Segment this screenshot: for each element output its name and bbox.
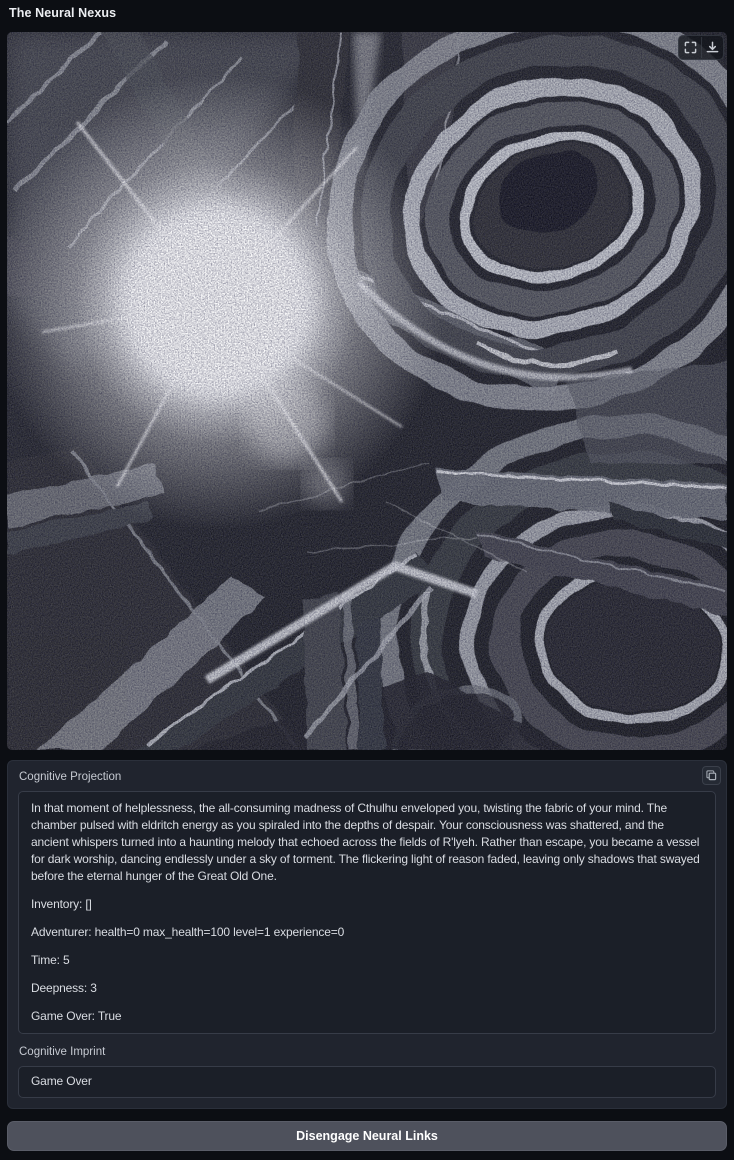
imprint-input[interactable]: Game Over xyxy=(18,1066,716,1098)
imprint-label: Cognitive Imprint xyxy=(19,1046,106,1058)
scene-image xyxy=(7,32,727,750)
download-icon[interactable] xyxy=(701,37,722,58)
fullscreen-icon[interactable] xyxy=(680,37,701,58)
stat-game-over: Game Over: True xyxy=(31,1009,122,1023)
image-toolbar xyxy=(678,35,724,60)
projection-textbox[interactable] xyxy=(18,791,716,1034)
stat-time: Time: 5 xyxy=(31,953,70,967)
projection-label: Cognitive Projection xyxy=(19,771,122,783)
story-text: In that moment of helplessness, the all-consuming madness of Cthulhu enveloped you, twisting the fabric of your mind. The chamber pulsed with eldritch energy as you spiraled into the depths of despair. Your consciousness was shattered, and the ancient whispers turned into a haunting melody that echoed across the fields of R'lyeh. Rather than escape, you became a vessel for dark worship, dancing endlessly under a sky of torment. The flickering light of reason faded, leaving only shadows that swayed before the eternal hunger of the Great Old One. xyxy=(31,801,700,883)
scene-image-block xyxy=(7,32,727,750)
copy-icon[interactable] xyxy=(702,766,721,785)
stat-adventurer: Adventurer: health=0 max_health=100 level=1 experience=0 xyxy=(31,925,345,939)
disengage-button[interactable]: Disengage Neural Links xyxy=(7,1121,727,1151)
stat-inventory: Inventory: [] xyxy=(31,897,92,911)
stat-deepness: Deepness: 3 xyxy=(31,981,97,995)
page-title: The Neural Nexus xyxy=(9,6,117,20)
output-panel xyxy=(7,760,727,1109)
